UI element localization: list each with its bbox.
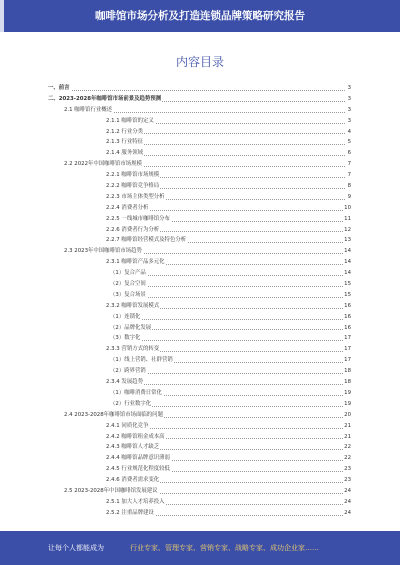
toc-entry[interactable] (48, 116, 351, 127)
toc-entry-page: 3 (347, 94, 351, 105)
toc-entry[interactable] (48, 377, 351, 388)
toc-entry-label: 2.4 2023-2028年咖啡馆市场面临的问题 (64, 411, 163, 418)
toc-entry-label: 2.3.1 咖啡馆产品多元化 (106, 259, 165, 266)
footer-slogan: 让每个人都能成为 (48, 544, 104, 552)
toc-entry-label: 2.4.2 咖啡馆租金成本高 (106, 433, 165, 440)
toc-entry-label: 2.3 2023年中国咖啡馆市场趋势 (64, 248, 142, 255)
page-footer (0, 531, 400, 565)
toc-entry-page: 15 (343, 279, 351, 290)
toc-entry-page: 19 (343, 399, 351, 410)
toc-entry-label: 2.2.3 市场主体类型分析 (106, 193, 165, 200)
toc-leader-dots (110, 340, 345, 341)
toc-entry-page: 21 (343, 432, 351, 443)
toc-entry-label: （1）咖啡消费日常化 (110, 389, 162, 396)
toc-entry[interactable] (48, 127, 351, 138)
toc-entry[interactable] (48, 388, 351, 399)
toc-entry[interactable] (48, 475, 351, 486)
toc-entry-label: （1）连锁化 (110, 313, 141, 320)
toc-entry[interactable] (48, 323, 351, 334)
toc-entry[interactable] (48, 137, 351, 148)
toc-entry-page: 7 (347, 170, 351, 181)
toc-entry[interactable] (48, 508, 351, 519)
toc-entry-page: 7 (347, 159, 351, 170)
toc-entry-label: 2.2.7 咖啡馆经营模式及特色分析 (106, 237, 187, 244)
toc-entry[interactable] (48, 203, 351, 214)
toc-entry[interactable] (48, 83, 351, 94)
toc-entry-label: 2.4.1 同质化竞争 (106, 422, 149, 429)
toc-entry-label: （2）行业数字化 (110, 400, 152, 407)
toc-entry-page: 17 (343, 333, 351, 344)
toc-entry[interactable] (48, 312, 351, 323)
table-of-contents (48, 83, 351, 519)
toc-entry-label: 2.5.2 注重品牌建设 (106, 509, 154, 516)
toc-entry-page: 16 (343, 323, 351, 334)
page-header (0, 0, 400, 32)
footer-tagline: 行业专家、管理专家、营销专家、战略专家、成功企业家…… (130, 544, 319, 552)
toc-entry-page: 5 (347, 137, 351, 148)
toc-entry[interactable] (48, 257, 351, 268)
toc-entry[interactable] (48, 192, 351, 203)
toc-entry[interactable] (48, 225, 351, 236)
toc-entry-page: 12 (343, 225, 351, 236)
header-accent-bar (0, 0, 4, 32)
toc-entry-page: 3 (347, 83, 351, 94)
toc-leader-dots (48, 90, 345, 91)
toc-entry-page: 22 (343, 453, 351, 464)
toc-entry-page: 9 (347, 192, 351, 203)
toc-entry-page: 11 (343, 214, 351, 225)
toc-entry-page: 15 (343, 290, 351, 301)
toc-entry-label: 2.4.3 咖啡馆人才缺乏 (106, 444, 160, 451)
toc-entry-label: 2.2.6 消费者行为分析 (106, 226, 160, 233)
toc-entry-label: 2.5.1 加大人才培养投入 (106, 498, 165, 505)
toc-entry[interactable] (48, 279, 351, 290)
toc-entry-label: 2.2.4 消费者分析 (106, 204, 149, 211)
toc-entry-page: 19 (343, 388, 351, 399)
toc-entry-label: （1）线上营销、社群营销 (110, 357, 173, 364)
toc-entry-page: 10 (343, 203, 351, 214)
toc-entry-label: 2.4.6 消费者需求变化 (106, 477, 160, 484)
toc-entry-label: （2）复合空间 (110, 281, 146, 288)
toc-entry-page: 20 (343, 410, 351, 421)
toc-entry[interactable] (48, 442, 351, 453)
toc-entry[interactable] (48, 355, 351, 366)
toc-entry[interactable] (48, 301, 351, 312)
toc-entry-page: 24 (343, 508, 351, 519)
toc-entry-label: 2.1.1 咖啡馆的定义 (106, 117, 154, 124)
toc-entry-label: 2.2 2022年中国咖啡馆市场规模 (64, 161, 142, 168)
toc-entry-label: （1）复合产品 (110, 270, 146, 277)
toc-entry-label: （3）数字化 (110, 335, 141, 342)
toc-entry-label: （3）复合场景 (110, 291, 146, 298)
toc-title: 内容目录 (175, 55, 224, 69)
toc-entry-page: 23 (343, 475, 351, 486)
toc-entry-page: 24 (343, 486, 351, 497)
toc-entry[interactable] (48, 410, 351, 421)
toc-entry[interactable] (48, 399, 351, 410)
toc-entry[interactable] (48, 246, 351, 257)
toc-entry[interactable] (48, 344, 351, 355)
toc-entry-page: 6 (347, 148, 351, 159)
toc-leader-dots (110, 319, 345, 320)
toc-entry-label: 2.2.5 一线城市咖啡馆分布 (106, 215, 170, 222)
toc-entry[interactable] (48, 464, 351, 475)
toc-entry-page: 16 (343, 312, 351, 323)
toc-entry[interactable] (48, 432, 351, 443)
toc-entry-label: 2.3.2 咖啡馆发展模式 (106, 302, 160, 309)
toc-entry-label: 一、前言 (48, 85, 70, 91)
toc-entry[interactable] (48, 486, 351, 497)
toc-entry-page: 16 (343, 301, 351, 312)
toc-entry-label: 2.3.3 营销方式的转变 (106, 346, 160, 353)
toc-entry[interactable] (48, 94, 351, 105)
toc-entry-label: （2）品牌化发展 (110, 324, 152, 331)
toc-entry-label: 2.2.1 咖啡馆市场规模 (106, 172, 160, 179)
header-title: 咖啡馆市场分析及打造连锁品牌策略研究报告 (95, 10, 305, 22)
toc-entry-page: 8 (347, 181, 351, 192)
toc-entry-page: 17 (343, 344, 351, 355)
toc-entry-label: 2.1.4 服务领域 (106, 150, 143, 157)
toc-entry-label: 2.3.4 发展趋势 (106, 379, 143, 386)
toc-entry[interactable] (48, 366, 351, 377)
toc-entry[interactable] (48, 453, 351, 464)
toc-entry-page: 13 (343, 235, 351, 246)
toc-entry-label: 2.1 咖啡馆行业概述 (64, 106, 113, 113)
toc-entry-page: 3 (347, 116, 351, 127)
toc-entry[interactable] (48, 105, 351, 116)
toc-entry-page: 14 (343, 257, 351, 268)
toc-entry-page: 14 (343, 246, 351, 257)
toc-entry[interactable] (48, 181, 351, 192)
toc-entry-label: 2.4.4 咖啡馆品牌意识薄弱 (106, 455, 170, 462)
toc-entry-page: 18 (343, 366, 351, 377)
toc-entry-page: 4 (347, 127, 351, 138)
toc-entry-label: 2.5 2023-2028年中国咖啡馆发展建议 (64, 487, 158, 494)
toc-entry[interactable] (48, 159, 351, 170)
toc-entry[interactable] (48, 170, 351, 181)
toc-entry-page: 22 (343, 442, 351, 453)
toc-entry[interactable] (48, 214, 351, 225)
toc-entry-label: 2.2.2 咖啡馆竞争格局 (106, 183, 160, 190)
toc-entry[interactable] (48, 235, 351, 246)
toc-entry-label: 二、2023-2028年咖啡馆市场前景及趋势预测 (48, 95, 162, 102)
toc-entry-page: 24 (343, 497, 351, 508)
toc-entry-label: 2.1.3 行业特征 (106, 139, 143, 146)
toc-entry-page: 21 (343, 421, 351, 432)
toc-entry-page: 3 (347, 105, 351, 116)
toc-entry[interactable] (48, 148, 351, 159)
toc-entry-label: 2.1.2 行业分类 (106, 128, 143, 135)
toc-entry-label: 2.4.5 行业规范化程度较低 (106, 466, 170, 473)
toc-entry[interactable] (48, 497, 351, 508)
toc-entry[interactable] (48, 421, 351, 432)
toc-entry-page: 17 (343, 355, 351, 366)
toc-entry-page: 18 (343, 377, 351, 388)
toc-entry-label: （2）跨界营销 (110, 368, 146, 375)
toc-entry-page: 14 (343, 268, 351, 279)
toc-entry[interactable] (48, 333, 351, 344)
toc-entry[interactable] (48, 268, 351, 279)
toc-entry[interactable] (48, 290, 351, 301)
toc-entry-page: 23 (343, 464, 351, 475)
